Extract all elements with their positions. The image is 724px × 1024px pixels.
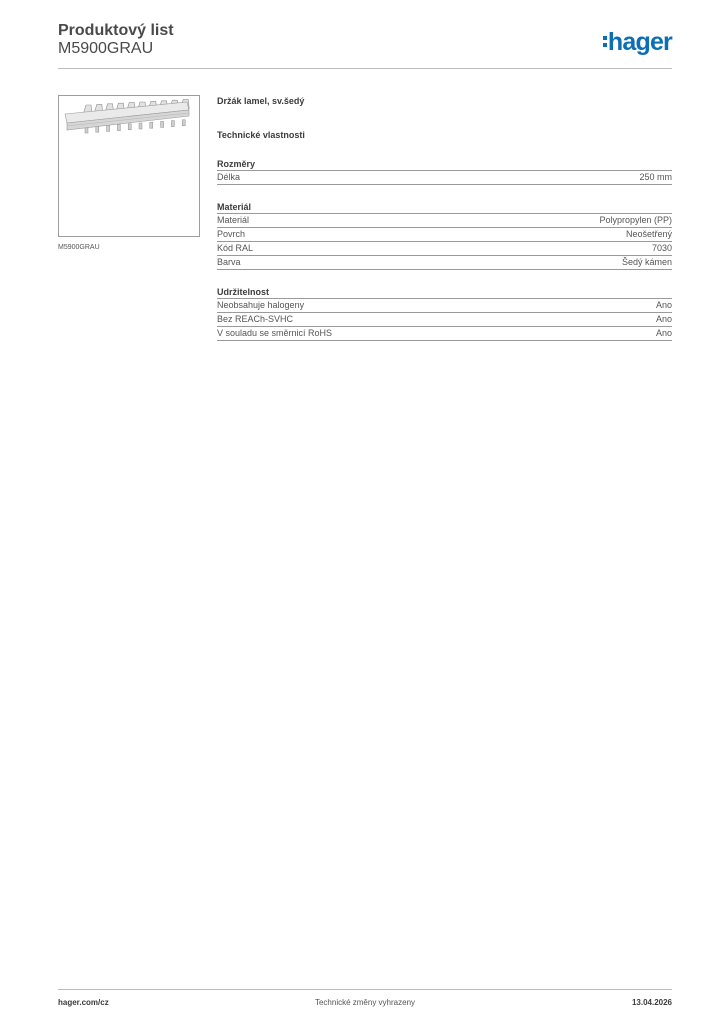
specification-sections — [217, 158, 672, 341]
product-name: Držák lamel, sv.šedý — [217, 96, 305, 106]
spec-label: Materiál — [217, 215, 250, 225]
spec-row — [217, 255, 672, 270]
specification-content — [217, 96, 672, 341]
document-title: Produktový list — [58, 22, 174, 39]
spec-value: Šedý kámen — [621, 257, 672, 267]
footer-website: hager.com/cz — [58, 998, 109, 1007]
product-image — [58, 95, 200, 237]
spec-label: Barva — [217, 257, 241, 267]
hager-logo — [603, 28, 672, 57]
spec-label: Délka — [217, 172, 241, 182]
spec-value: 250 mm — [639, 172, 672, 182]
page-footer — [58, 989, 672, 1007]
technical-properties-heading: Technické vlastnosti — [217, 130, 305, 140]
spec-row — [217, 298, 672, 312]
spec-value: Neošetřený — [625, 229, 672, 239]
logo-text: hager — [607, 28, 672, 56]
support-foot — [171, 121, 174, 127]
image-caption: M5900GRAU — [58, 244, 100, 251]
spec-section — [217, 286, 672, 341]
spec-row — [217, 170, 672, 185]
product-code: M5900GRAU — [58, 40, 154, 57]
support-foot — [96, 126, 99, 132]
spec-row — [217, 326, 672, 341]
section-title: Udržitelnost — [217, 287, 270, 297]
spec-value: 7030 — [651, 243, 672, 253]
spec-section — [217, 158, 672, 185]
support-foot — [139, 123, 142, 129]
spec-value: Polypropylen (PP) — [599, 215, 672, 225]
support-foot — [161, 121, 164, 127]
spec-label: V souladu se směrnicí RoHS — [217, 328, 333, 338]
spec-label: Povrch — [217, 229, 246, 239]
spec-row — [217, 227, 672, 241]
spec-label: Kód RAL — [217, 243, 254, 253]
spec-section — [217, 201, 672, 270]
spec-value: Ano — [655, 314, 672, 324]
support-foot — [150, 122, 153, 128]
spec-row — [217, 312, 672, 326]
busbar-support-illustration — [59, 96, 199, 236]
footer-notice: Technické změny vyhrazeny — [314, 998, 416, 1007]
logo-dots-icon — [603, 33, 607, 50]
support-foot — [117, 125, 120, 131]
section-title: Rozměry — [217, 159, 256, 169]
spec-label: Bez REACh-SVHC — [217, 314, 294, 324]
support-foot — [107, 125, 110, 131]
spec-value: Ano — [655, 300, 672, 310]
page-header — [58, 20, 672, 69]
spec-row — [217, 213, 672, 227]
support-foot — [182, 120, 185, 126]
spec-label: Neobsahuje halogeny — [217, 300, 305, 310]
section-title: Materiál — [217, 202, 252, 212]
support-foot — [128, 124, 131, 130]
spec-row — [217, 241, 672, 255]
spec-value: Ano — [655, 328, 672, 338]
footer-date: 13.04.2026 — [631, 998, 672, 1007]
